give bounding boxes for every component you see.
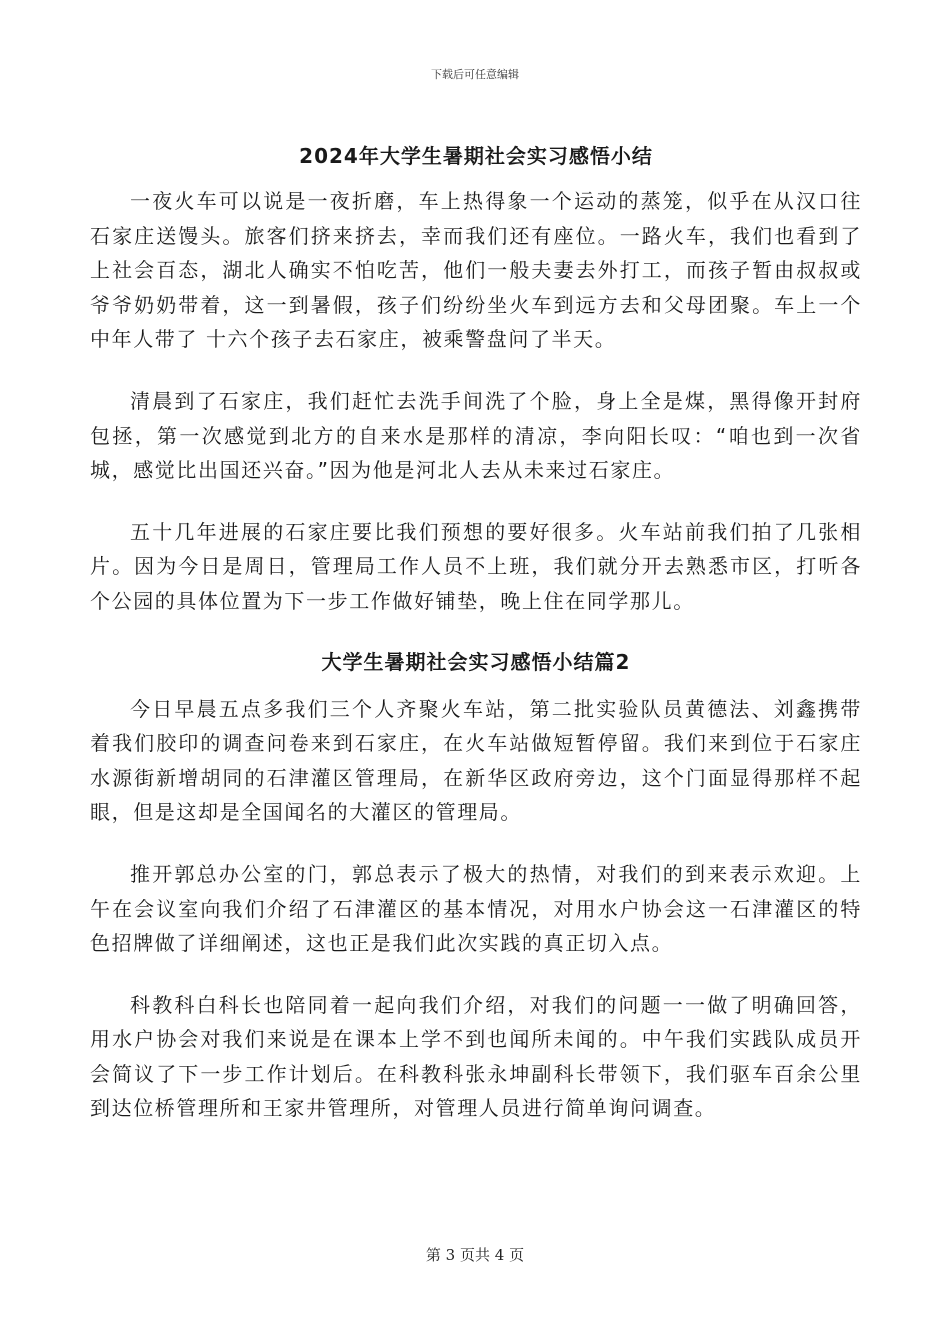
header-note: 下载后可任意编辑 — [431, 68, 519, 81]
section-title-1: 2024年大学生暑期社会实习感悟小结 — [299, 144, 653, 168]
section-title-2: 大学生暑期社会实习感悟小结篇2 — [321, 649, 631, 674]
paragraph: 推开郭总办公室的门，郭总表示了极大的热情，对我们的到来表示欢迎。上午在会议室向我们介绍了石津灌区的基本情况，对用水户协会这一石津灌区的特色招牌做了详细阐述，这也正是我们此次实践的真正切入点。 — [90, 861, 862, 956]
paragraph: 今日早晨五点多我们三个人齐聚火车站，第二批实验队员黄德法、刘鑫携带着我们胶印的调查问卷来到石家庄，在火车站做短暂停留。我们来到位于石家庄水源街新增胡同的石津灌区管理局，在新华区政府旁边，这个门面显得那样不起眼，但是这却是全国闻名的大灌区的管理局。 — [90, 696, 862, 825]
page-number: 第 3 页共 4 页 — [425, 1246, 525, 1264]
paragraph: 五十几年进展的石家庄要比我们预想的要好很多。火车站前我们拍了几张相片。因为今日是周日，管理局工作人员不上班，我们就分开去熟悉市区，打听各个公园的具体位置为下一步工作做好铺垫，晚上住在同学那儿。 — [90, 519, 862, 613]
paragraph: 清晨到了石家庄，我们赶忙去洗手间洗了个脸，身上全是煤，黑得像开封府包拯，第一次感觉到北方的自来水是那样的清凉，李向阳长叹：“咱也到一次省城，感觉比出国还兴奋。”因为他是河北人去从未来过石家庄。 — [90, 388, 862, 483]
paragraph: 科教科白科长也陪同着一起向我们介绍，对我们的问题一一做了明确回答，用水户协会对我们来说是在课本上学不到也闻所未闻的。中午我们实践队成员开会简议了下一步工作计划后。在科教科张永坤副科长带领下，我们驱车百余公里到达位桥管理所和王家井管理所，对管理人员进行简单询问调查。 — [90, 992, 862, 1121]
paragraph: 一夜火车可以说是一夜折磨，车上热得象一个运动的蒸笼，似乎在从汉口往石家庄送馒头。旅客们挤来挤去，幸而我们还有座位。一路火车，我们也看到了上社会百态，湖北人确实不怕吃苦，他们一般夫妻去外打工，而孩子暂由叔叔或爷爷奶奶带着，这一到暑假，孩子们纷纷坐火车到远方去和父母团聚。车上一个中年人带了 十六个孩子去石家庄，被乘警盘问了半天。 — [90, 189, 862, 352]
document-body — [90, 140, 862, 1153]
